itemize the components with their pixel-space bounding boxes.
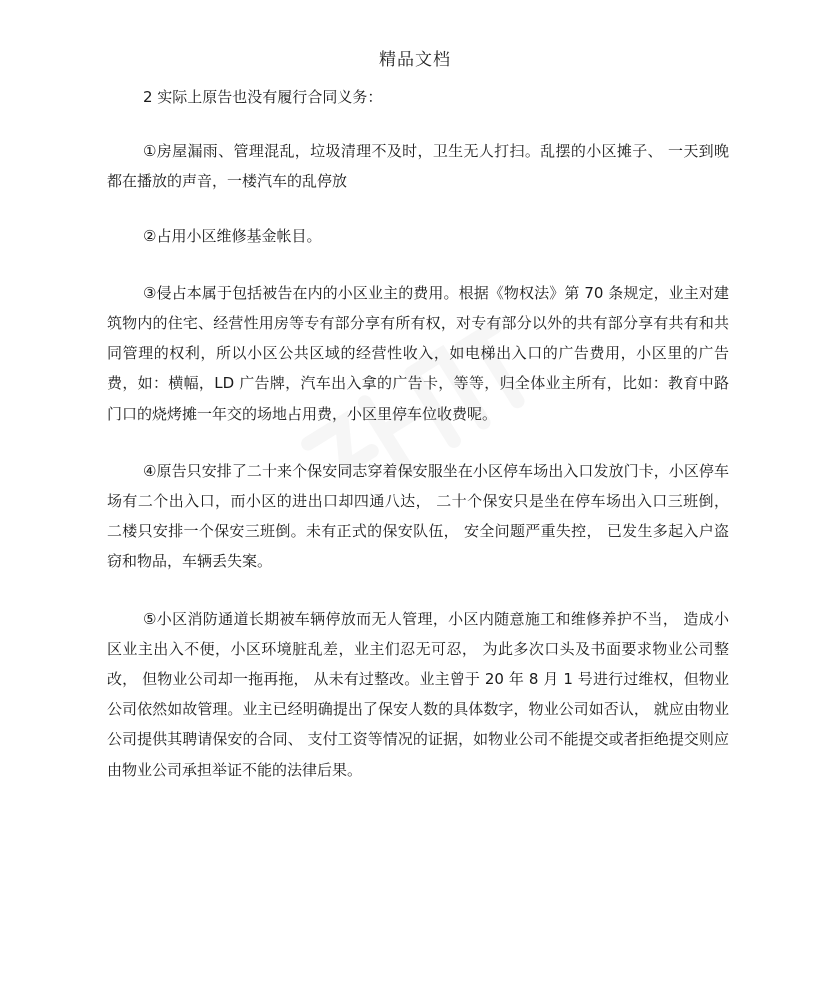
paragraph-item-5: ⑤小区消防通道长期被车辆停放而无人管理，小区内随意施工和维修养护不当， 造成小区业主出入不便，小区环境脏乱差，业主们忍无可忍， 为此多次口头及书面要求物业公司整改， 但物业公司却一拖再拖， 从未有过整改。业主曾于 20 年 8 月 1 号进行过维权，但物业公司依然如故管理。业主已经明确提出了保安人数的具体数字，物业公司如否认， 就应由物业公司提供其聘请保安的合同、 支付工资等情况的证据，如物业公司不能提交或者拒绝提交则应由物业公司承担举证不能的法律后果。: [107, 609, 729, 779]
paragraph-item-3: ③侵占本属于包括被告在内的小区业主的费用。根据《物权法》第 70 条规定，业主对建筑物内的住宅、经营性用房等专有部分享有所有权，对专有部分以外的共有部分享有共有和共同管理的权利，所以小区公共区域的经营性收入，如电梯出入口的广告费用，小区里的广告费，如：横幅，LD 广告牌，汽车出入拿的广告卡，等等，归全体业主所有，比如：教育中路门口的烧烤摊一年交的场地占用费，小区里停车位收费呢。: [107, 283, 729, 423]
paragraph-item-2: ②占用小区维修基金帐目。: [143, 226, 322, 245]
document-body: [107, 82, 729, 785]
paragraph-item-1: ①房屋漏雨、管理混乱，垃圾清理不及时，卫生无人打扫。乱摆的小区摊子、 一天到晚都在播放的声音，一楼汽车的乱停放: [107, 142, 729, 191]
paragraph-item-4: ④原告只安排了二十来个保安同志穿着保安服坐在小区停车场出入口发放门卡，小区停车场有二个出入口，而小区的进出口却四通八达， 二十个保安只是坐在停车场出入口三班倒， 二楼只安排一个保安三班倒。未有正式的保安队伍， 安全问题严重失控， 已发生多起入户盗窃和物品，车辆丢失案。: [107, 461, 729, 571]
page-header: 精品文档: [379, 50, 451, 70]
paragraph-intro: 2 实际上原告也没有履行合同义务：: [143, 88, 383, 106]
